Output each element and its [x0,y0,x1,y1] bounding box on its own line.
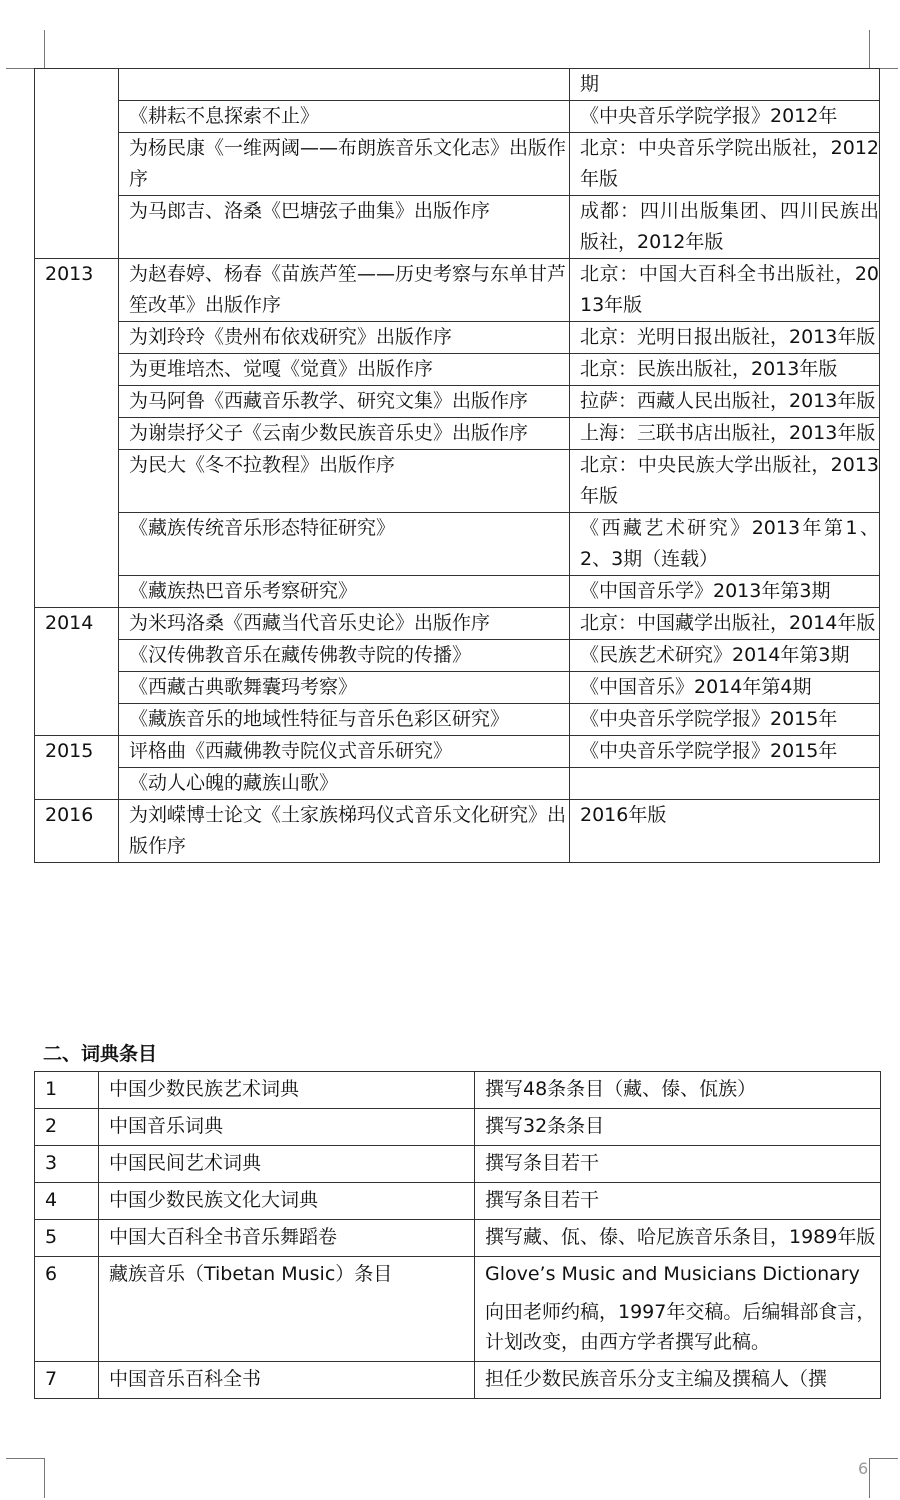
table-row [35,1146,881,1183]
entry-detail-cell [475,1362,881,1399]
dictionary-table [34,1071,881,1399]
table-row [35,1072,881,1109]
title-cell: 《西藏古典歌舞囊玛考察》 [119,672,570,704]
source-cell: 期 [570,69,880,101]
dictionary-name-cell: 中国少数民族文化大词典 [99,1183,475,1220]
entry-detail-cell [475,1109,881,1146]
title-cell: 为更堆培杰、觉嘎《觉賁》出版作序 [119,354,570,386]
entry-detail-text: 撰写藏、佤、傣、哈尼族音乐条目，1989年版 [485,1226,876,1248]
table-row [35,513,880,576]
section-title: 二、词典条目 [43,1043,158,1065]
entry-detail-cell [475,1183,881,1220]
title-cell: 为米玛洛桑《西藏当代音乐史论》出版作序 [119,608,570,640]
table-row [35,1109,881,1146]
year-cell: 2016 [35,800,119,863]
source-cell: 《中国音乐学》2013年第3期 [570,576,880,608]
crop-mark-bottom-right-h [870,1458,898,1459]
year-cell: 2013 [35,259,119,608]
title-cell: 《藏族传统音乐形态特征研究》 [119,513,570,576]
table-row [35,736,880,768]
table-row [35,672,880,704]
dictionary-name-cell: 中国音乐词典 [99,1109,475,1146]
table-row [35,608,880,640]
entry-number-cell: 7 [35,1362,99,1399]
source-cell: 《中央音乐学院学报》2012年 [570,101,880,133]
title-cell: 为谢崇抒父子《云南少数民族音乐史》出版作序 [119,418,570,450]
table-row [35,800,880,863]
dictionary-table-body [35,1072,881,1399]
source-cell: 北京：中国大百科全书出版社，2013年版 [570,259,880,322]
table-row [35,768,880,800]
title-cell: 为刘嵘博士论文《土家族梯玛仪式音乐文化研究》出版作序 [119,800,570,863]
crop-mark-bottom-left-h [6,1458,44,1459]
year-cell: 2014 [35,608,119,736]
entry-detail-text: 撰写条目若干 [485,1189,600,1211]
source-cell: 《民族艺术研究》2014年第3期 [570,640,880,672]
source-cell: 《中国音乐》2014年第4期 [570,672,880,704]
table-row [35,354,880,386]
title-cell: 为马郎吉、洛桑《巴塘弦子曲集》出版作序 [119,196,570,259]
entry-detail-text: 担任少数民族音乐分支主编及撰稿人（撰 [485,1368,828,1390]
table-row [35,1183,881,1220]
entry-number-cell: 3 [35,1146,99,1183]
table-row [35,133,880,196]
publications-table-body [35,69,880,863]
title-cell: 评格曲《西藏佛教寺院仪式音乐研究》 [119,736,570,768]
title-cell [119,69,570,101]
dictionary-name-cell: 藏族音乐（Tibetan Music）条目 [99,1257,475,1362]
entry-detail-note: 向田老师约稿，1997年交稿。后编辑部食言，计划改变，由西方学者撰写此稿。 [485,1301,876,1353]
source-cell: 北京：中央音乐学院出版社，2012年版 [570,133,880,196]
title-cell: 为刘玲玲《贵州布依戏研究》出版作序 [119,322,570,354]
year-cell: 2015 [35,736,119,800]
dictionary-name-cell: 中国大百科全书音乐舞蹈卷 [99,1220,475,1257]
title-cell: 《耕耘不息探索不止》 [119,101,570,133]
table-row [35,196,880,259]
publications-table [34,68,880,863]
page-number: 6 [858,1459,869,1478]
table-row [35,101,880,133]
title-cell: 《动人心魄的藏族山歌》 [119,768,570,800]
table-row [35,640,880,672]
entry-detail-text: 撰写条目若干 [485,1152,600,1174]
source-cell: 《中央音乐学院学报》2015年 [570,736,880,768]
source-cell: 《西藏艺术研究》2013年第1、2、3期（连载） [570,513,880,576]
table-row [35,386,880,418]
table-row [35,322,880,354]
table-row [35,1257,881,1362]
source-cell: 北京：光明日报出版社，2013年版 [570,322,880,354]
entry-number-cell: 1 [35,1072,99,1109]
table-row [35,69,880,101]
dictionary-name-cell: 中国民间艺术词典 [99,1146,475,1183]
title-cell: 《藏族音乐的地域性特征与音乐色彩区研究》 [119,704,570,736]
entry-detail-text: 撰写32条条目 [485,1115,605,1137]
crop-mark-top-left-v [44,30,45,68]
table-row [35,1220,881,1257]
source-cell: 北京：中国藏学出版社，2014年版 [570,608,880,640]
entry-detail-cell [475,1257,881,1362]
crop-mark-bottom-right-v [869,1458,870,1498]
entry-number-cell: 5 [35,1220,99,1257]
source-cell: 成都：四川出版集团、四川民族出版社，2012年版 [570,196,880,259]
year-cell [35,69,119,259]
table-row [35,450,880,513]
dictionary-name-cell: 中国音乐百科全书 [99,1362,475,1399]
source-cell: 拉萨：西藏人民出版社，2013年版 [570,386,880,418]
table-row [35,704,880,736]
entry-detail-text: Glove’s Music and Musicians Dictionary [485,1263,860,1285]
title-cell: 为赵春婷、杨春《苗族芦笙——历史考察与东单甘芦笙改革》出版作序 [119,259,570,322]
entry-detail-cell [475,1220,881,1257]
entry-detail-text: 撰写48条条目（藏、傣、佤族） [485,1078,757,1100]
table-row [35,259,880,322]
source-cell: 上海：三联书店出版社，2013年版 [570,418,880,450]
source-cell [570,768,880,800]
table-row [35,418,880,450]
title-cell: 为马阿鲁《西藏音乐教学、研究文集》出版作序 [119,386,570,418]
source-cell: 《中央音乐学院学报》2015年 [570,704,880,736]
source-cell: 2016年版 [570,800,880,863]
crop-mark-top-right-v [869,30,870,68]
table-row [35,576,880,608]
title-cell: 《藏族热巴音乐考察研究》 [119,576,570,608]
source-cell: 北京：中央民族大学出版社，2013年版 [570,450,880,513]
entry-number-cell: 4 [35,1183,99,1220]
entry-detail-cell [475,1146,881,1183]
entry-number-cell: 6 [35,1257,99,1362]
entry-detail-cell [475,1072,881,1109]
crop-mark-bottom-left-v [44,1458,45,1498]
title-cell: 为民大《冬不拉教程》出版作序 [119,450,570,513]
title-cell: 《汉传佛教音乐在藏传佛教寺院的传播》 [119,640,570,672]
source-cell: 北京：民族出版社，2013年版 [570,354,880,386]
entry-number-cell: 2 [35,1109,99,1146]
title-cell: 为杨民康《一维两阈——布朗族音乐文化志》出版作序 [119,133,570,196]
table-row [35,1362,881,1399]
dictionary-name-cell: 中国少数民族艺术词典 [99,1072,475,1109]
